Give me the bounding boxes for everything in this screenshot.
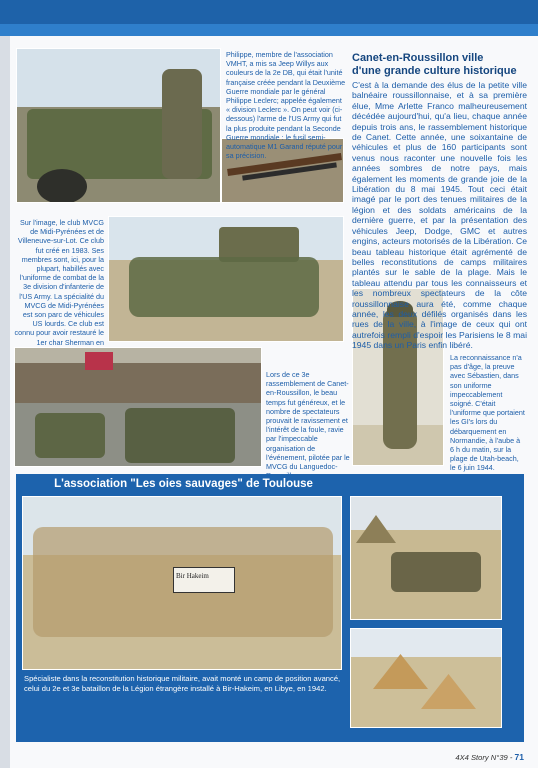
caption-soldier: La reconnaissance n'a pas d'âge, la preuve avec Sébastien, dans son uniforme impeccablement soigné. C'était l'uniforme que portaient les GI's lors du débarquement en Normandie, à l'aube à 6 h du matin, sur la plage de Utah-beach, le 6 juin 1944.: [450, 353, 525, 473]
footer-page-number: 71: [514, 752, 524, 762]
page-edge-shadow: [0, 36, 10, 768]
article-body: C'est à la demande des élus de la petite ville balnéaire roussillonnaise, et à sa première élue, Mme Arlette Franco malheureusement décédée aujourd'hui, qu'a lieu, chaque année depuis trois ans, le rassemblement historique de Canet. Cette année, une soixantaine de véhicules et plus de 160 participants sont venus nous raconter une nouvelle fois les années sombres de notre pays, mais également les moments de grande joie de la Libération du 8 mai 1945. Tout ceci était imagé par le port des tenues militaires de la légion et des soldats américains de la dernière guerre, et par la présentation des véhicules Jeep, Dodge, GMC et autres engins, acteurs motorisés de la Libération. Ce beau tableau historique était agrémenté de belles reconstitutions de camps militaires plantés sur le sable de la plage. Mais le tableau attendu par tous les connaisseurs et les nombreux spectateurs de la côte roussillonnaise aura été, comme chaque année, les deux défilés organisés dans les rues de la ville, à l'image de ceux qui ont autrefois rempli d'espoir les Parisiens le 8 mai 1945 dans un Paris enfin libéré.: [352, 80, 527, 351]
photo-camp-beach: [350, 496, 502, 620]
top-band-stripe: [0, 24, 538, 36]
article-title-line1: Canet-en-Roussillon ville: [352, 52, 484, 64]
caption-parade: Lors de ce 3e rassemblement de Canet-en-Roussillon, le beau temps fut généreux, et le nombre de spectateurs prouvait le ravissement et l'intérêt de la foule, ravie par l'impeccable organisation de l'événement, pilotée par le MVCG du Languedoc-: [266, 370, 350, 472]
photo-mvcg-group: [108, 216, 344, 342]
page-footer: [455, 752, 524, 762]
footer-magazine: 4X4 Story N°39 -: [455, 753, 513, 762]
photo-parade-crowd: [14, 347, 262, 467]
top-color-band: [0, 0, 538, 36]
box-caption: Spécialiste dans la reconstitution historique militaire, avait monté un camp de position avancé, celui du 2e et 3e bataillon de la Légion étrangère installé à Bir-Hakeim, en Libye, en 1942.: [24, 674, 341, 693]
article-title: [352, 52, 527, 77]
caption-jeep: Philippe, membre de l'association VMHT, a mis sa Jeep Willys aux couleurs de la 2e DB, qui était l'unité française créée pendant la Deuxième Guerre mondiale par le général Philippe Leclerc; appelée également « division Leclerc ». On peut voir (ci-dessous) l'arme de l'US Army qui fut la plus produite pendant la Seconde Guerre mondiale : le fusil semi-automatique M1 Garand réputé pour sa précision.: [226, 50, 346, 161]
article-title-line2: d'une grande culture historique: [352, 64, 517, 77]
sign-bir-hakeim: Bir Hakeim: [176, 572, 209, 580]
box-title: L'association "Les oies sauvages" de Toulouse: [54, 478, 313, 490]
photo-legion-group: [22, 496, 342, 670]
photo-tents: [350, 628, 502, 728]
caption-mvcg: Sur l'image, le club MVCG de Midi-Pyrénées et de Villeneuve-sur-Lot. Ce club fut créé en 1983. Ses membres sont, ici, pour la plupart, habillés avec l'uniforme de combat de la 3e division d'infanterie de l'US Army. La spécialité du MVCG de Midi-Pyrénées est son parc de véhicules US lourds. Ce club est connu pour avoir restauré le 1er char Sherman en: [14, 218, 104, 347]
photo-jeep-willys: [16, 48, 221, 203]
